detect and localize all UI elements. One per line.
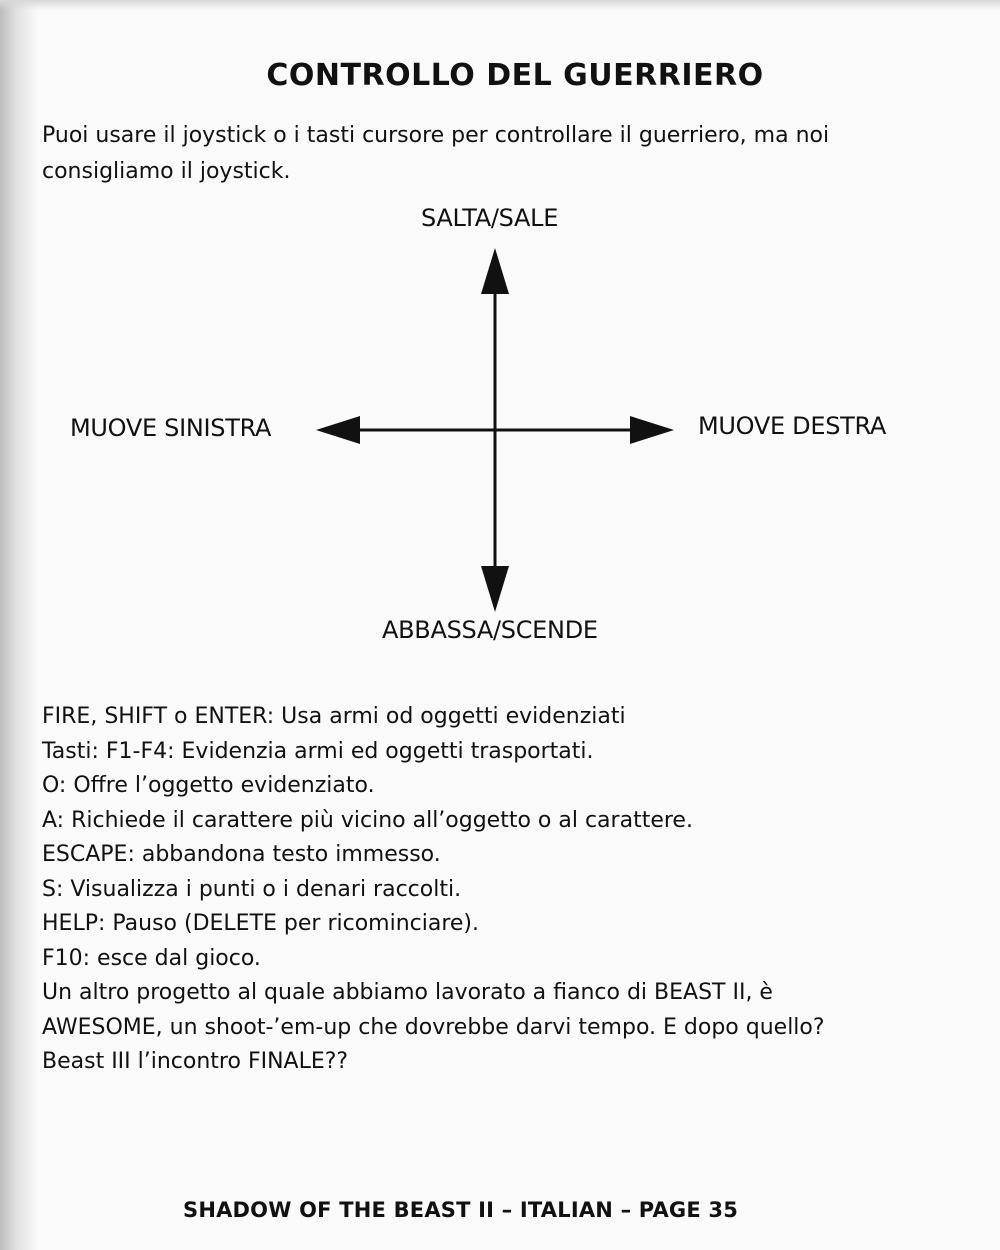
page-footer: SHADOW OF THE BEAST II – ITALIAN – PAGE 35: [183, 1198, 739, 1222]
arrow-right-icon: [630, 416, 674, 444]
arrow-down-icon: [481, 566, 509, 612]
controls-line: HELP: Pauso (DELETE per ricominciare).: [42, 911, 480, 936]
direction-label-up: SALTA/SALE: [421, 204, 559, 232]
closing-text-line: Un altro progetto al quale abbiamo lavorato a fianco di BEAST II, è: [42, 980, 773, 1005]
closing-text-line: Beast III l’incontro FINALE??: [42, 1049, 349, 1074]
controls-line: S: Visualizza i punti o i denari raccolti.: [42, 876, 462, 902]
controls-line: O: Offre l’oggetto evidenziato.: [42, 773, 375, 798]
direction-arrows: [316, 248, 674, 612]
controls-list: [42, 700, 942, 1080]
direction-label-down: ABBASSA/SCENDE: [382, 616, 598, 644]
direction-label-right: MUOVE DESTRA: [698, 412, 887, 440]
controls-line: Tasti: F1-F4: Evidenzia armi ed oggetti trasportati.: [42, 738, 594, 764]
controls-line: FIRE, SHIFT o ENTER: Usa armi od oggetti evidenziati: [42, 704, 626, 729]
controls-line: A: Richiede il carattere più vicino all’oggetto o al carattere.: [42, 807, 693, 833]
page-title: CONTROLLO DEL GUERRIERO: [266, 58, 764, 93]
closing-text-line: AWESOME, un shoot-’em-up che dovrebbe darvi tempo. E dopo quello?: [42, 1014, 825, 1040]
intro-paragraph: Puoi usare il joystick o i tasti cursore per controllare il guerriero, ma noi consigliamo il joystick.: [42, 123, 830, 184]
arrow-left-icon: [316, 416, 360, 444]
direction-label-left: MUOVE SINISTRA: [70, 414, 272, 442]
arrow-up-icon: [481, 248, 509, 294]
controls-line: ESCAPE: abbandona testo immesso.: [42, 842, 441, 867]
controls-line: F10: esce dal gioco.: [42, 945, 261, 971]
